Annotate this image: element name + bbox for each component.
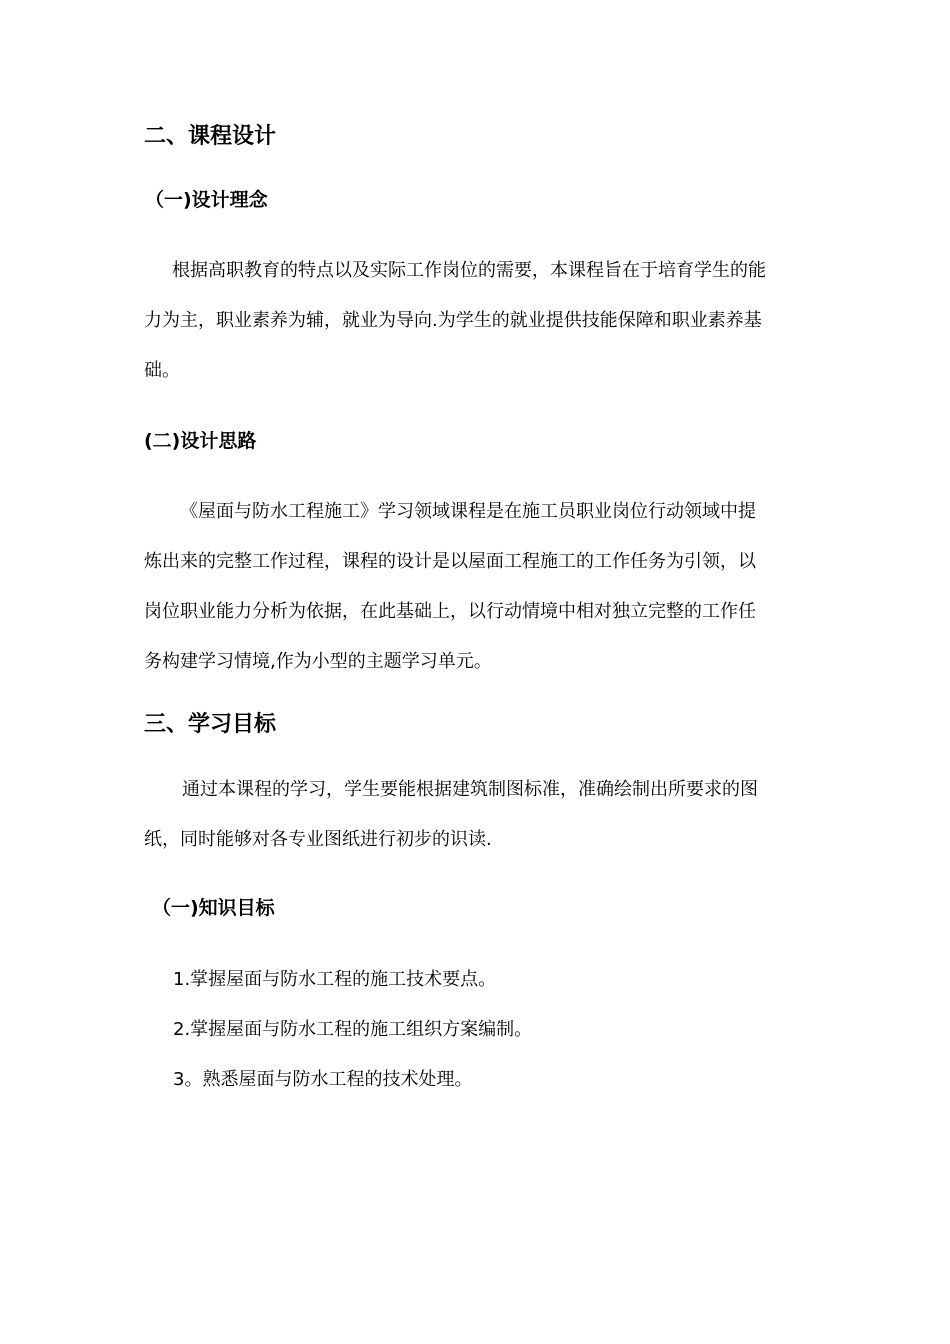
subheading-design-concept: （一)设计理念 xyxy=(145,189,268,211)
list-item: 1.掌握屋面与防水工程的施工技术要点。 xyxy=(173,969,497,990)
paragraph-design-concept xyxy=(144,246,809,396)
section-heading-course-design: 二、课程设计 xyxy=(144,124,277,149)
list-item: 2.掌握屋面与防水工程的施工组织方案编制。 xyxy=(173,1019,533,1040)
list-item: 3。熟悉屋面与防水工程的技术处理。 xyxy=(173,1069,473,1090)
paragraph-learning-objectives xyxy=(144,765,809,865)
subheading-knowledge-objectives: （一)知识目标 xyxy=(152,897,275,919)
paragraph-line: 纸，同时能够对各专业图纸进行初步的识读. xyxy=(144,829,492,850)
paragraph-line: 础。 xyxy=(144,360,180,381)
paragraph-line: 力为主，职业素养为辅，就业为导向.为学生的就业提供技能保障和职业素养基 xyxy=(144,310,762,331)
subheading-design-approach: (二)设计思路 xyxy=(144,430,257,452)
paragraph-line: 根据高职教育的特点以及实际工作岗位的需要，本课程旨在于培育学生的能 xyxy=(172,260,766,281)
paragraph-line: 通过本课程的学习，学生要能根据建筑制图标准，准确绘制出所要求的图 xyxy=(182,779,758,800)
paragraph-line: 炼出来的完整工作过程，课程的设计是以屋面工程施工的工作任务为引领，以 xyxy=(144,551,756,572)
section-heading-learning-objectives: 三、学习目标 xyxy=(144,712,277,737)
paragraph-line: 岗位职业能力分析为依据，在此基础上，以行动情境中相对独立完整的工作任 xyxy=(144,601,756,622)
paragraph-design-approach xyxy=(144,487,809,687)
paragraph-line: 《屋面与防水工程施工》学习领域课程是在施工员职业岗位行动领域中提 xyxy=(180,501,756,522)
paragraph-line: 务构建学习情境,作为小型的主题学习单元。 xyxy=(144,651,492,672)
